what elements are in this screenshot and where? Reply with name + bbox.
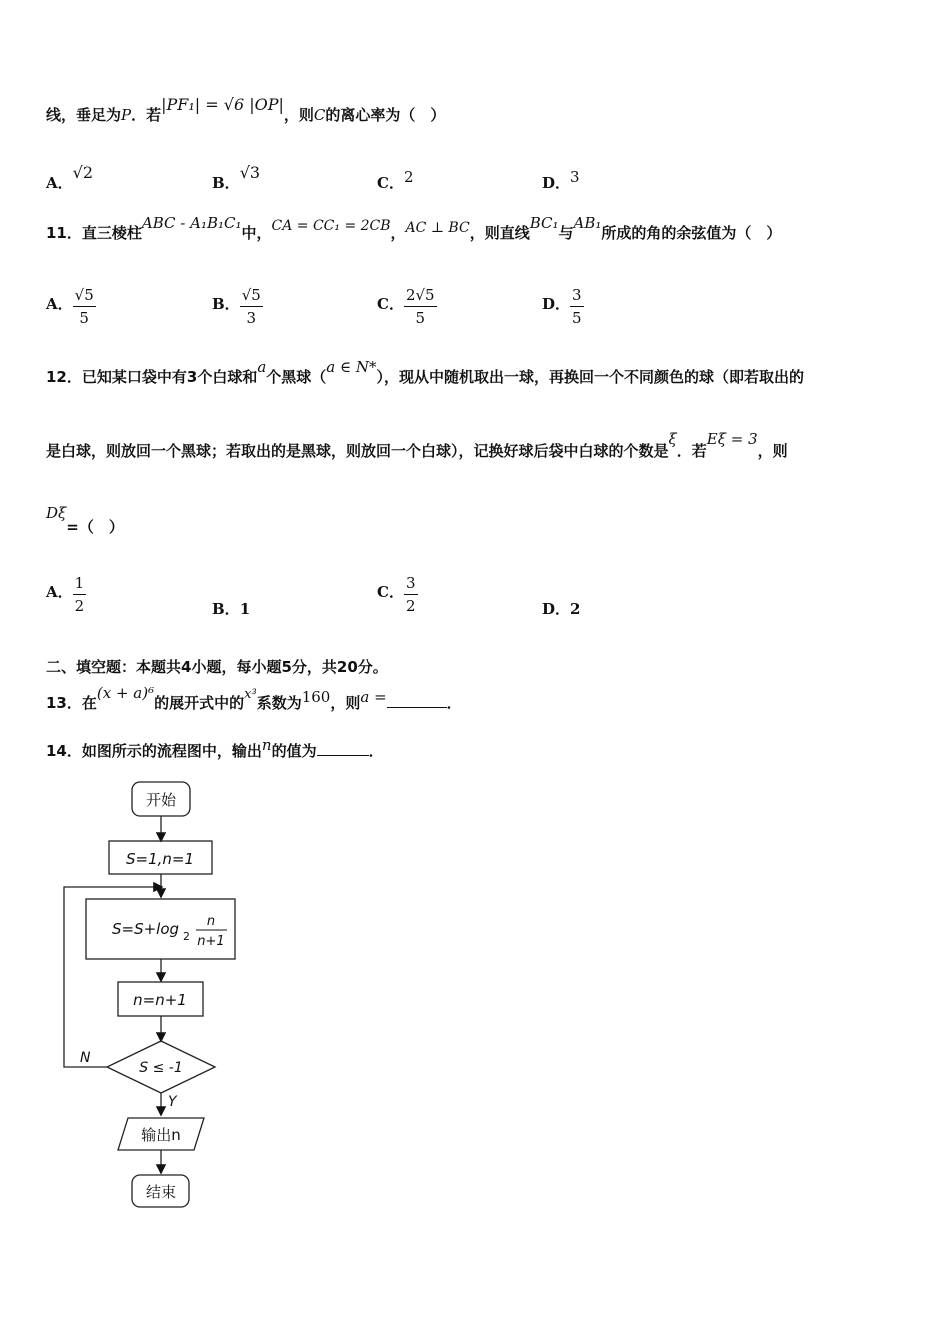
- q11-condition-2: AC ⊥ BC: [405, 220, 470, 236]
- q13-stem: 13．在(x + a)⁶的展开式中的$^{x^3}$系数为160，则a = ．: [46, 684, 462, 712]
- q11-condition-1: CA = CC₁ = 2CB: [271, 218, 391, 234]
- q11-stem: 11．直三棱柱ABC - A₁B₁C₁中，CA = CC₁ = 2CB，AC ⊥ BC，则直线BC₁与AB₁所成的角的余弦值为（ ）: [46, 214, 782, 242]
- q10-option-a[interactable]: A．√2: [46, 163, 94, 192]
- q10-suffix: 的离心率为（ ）: [325, 106, 446, 124]
- q12-expectation: Eξ = 3: [706, 430, 758, 448]
- q11-prism: ABC - A₁B₁C₁: [141, 214, 242, 232]
- q14-stem: 14．如图所示的流程图中，输出n的值为 ．: [46, 736, 384, 760]
- q12-stem-line1: 12．已知某口袋中有3个白球和a个黑球（a ∈ N*），现从中随机取出一球，再换回一个不同颜色的球（即若取出的: [46, 358, 805, 386]
- q10-point-p: P: [121, 106, 132, 124]
- q12-stem-line2: 是白球，则放回一个黑球；若取出的是黑球，则放回一个白球），记换好球后袋中白球的个数是ξ．若Eξ = 3，则: [46, 430, 788, 460]
- q11-option-b[interactable]: B． $\frac{√5}{3}$: [212, 286, 261, 327]
- q12-option-d[interactable]: D．2: [542, 600, 581, 618]
- q10-option-d[interactable]: D．3: [542, 168, 580, 192]
- q14-number: 14．: [46, 742, 82, 760]
- flow-init-label: S=1,n=1: [125, 850, 195, 868]
- flow-yes-label: Y: [168, 1094, 177, 1110]
- q11-option-a[interactable]: A． $\frac{√5}{5}$: [46, 286, 94, 327]
- q12-option-b[interactable]: B．1: [212, 600, 251, 618]
- flow-no-label: N: [80, 1050, 91, 1066]
- flow-log-base: 2: [183, 930, 190, 943]
- flow-end-label: 结束: [145, 1183, 177, 1201]
- q12-variance: Dξ=（ ）: [46, 504, 124, 536]
- q10-prefix: 线，垂足为: [46, 106, 122, 124]
- q12-condition: a ∈ N*: [326, 358, 377, 376]
- flow-update-label: S=S+log: [112, 920, 180, 938]
- flow-loop-line: [64, 887, 161, 1067]
- q13-number: 13．: [46, 694, 82, 712]
- q11-line-ab1: AB₁: [573, 214, 602, 232]
- q10-formula: |PF₁| = √6 |OP|: [161, 95, 284, 114]
- q12-option-a[interactable]: A． $\frac{1}{2}$: [46, 574, 85, 615]
- flow-decision-label: S ≤ -1: [139, 1060, 183, 1076]
- q12-option-c[interactable]: C． $\frac{3}{2}$: [377, 574, 416, 615]
- flow-output-label: 输出n: [141, 1126, 181, 1144]
- q11-option-d[interactable]: D． $\frac{3}{5}$: [542, 286, 582, 327]
- q11-option-c[interactable]: C． $\frac{2√5}{5}$: [377, 286, 435, 327]
- flow-frac-num: n: [206, 914, 216, 929]
- flow-frac-den: n+1: [197, 934, 225, 949]
- q11-number: 11．: [46, 224, 82, 242]
- q10-option-c[interactable]: C．2: [377, 168, 414, 192]
- q10-then: ，则: [283, 106, 314, 124]
- q12-number: 12．: [46, 368, 82, 386]
- q10-curve-c: C: [313, 106, 326, 124]
- q13-expression: (x + a)⁶: [96, 684, 155, 702]
- flow-incr-label: n=n+1: [133, 991, 187, 1009]
- q10-mid: ．若: [131, 106, 162, 124]
- flow-start-label: 开始: [145, 791, 177, 809]
- q11-line-bc1: BC₁: [529, 214, 559, 232]
- q10-option-b[interactable]: B．√3: [212, 163, 261, 192]
- section-title-fill-blank: 二、填空题：本题共4小题，每小题5分，共20分。: [46, 658, 388, 676]
